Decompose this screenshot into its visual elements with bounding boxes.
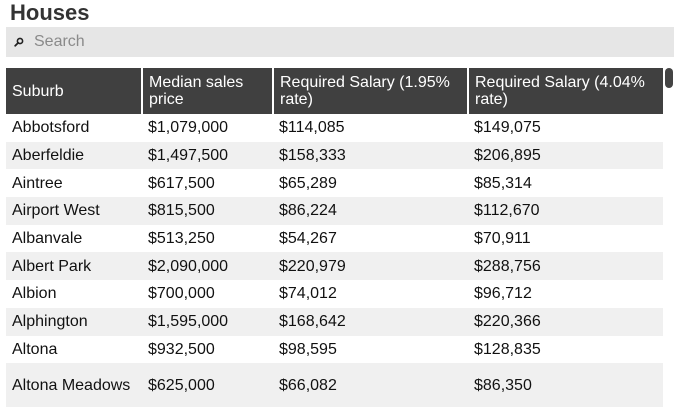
cell-median: $2,090,000 bbox=[142, 252, 273, 280]
cell-suburb: Airport West bbox=[6, 197, 142, 225]
cell-suburb: Aberfeldie bbox=[6, 142, 142, 170]
cell-median: $1,595,000 bbox=[142, 308, 273, 336]
cell-median: $815,500 bbox=[142, 197, 273, 225]
cell-median: $513,250 bbox=[148, 230, 215, 248]
cell-salary-404: $96,712 bbox=[474, 285, 532, 303]
cell-salary-195: $220,979 bbox=[273, 252, 468, 280]
cell-median: $700,000 bbox=[148, 285, 215, 303]
table-row bbox=[6, 363, 663, 407]
table-body bbox=[6, 114, 663, 407]
houses-table bbox=[6, 68, 663, 407]
cell-suburb: Albanvale bbox=[12, 230, 83, 248]
cell-median: $1,079,000 bbox=[148, 119, 229, 137]
cell-salary-195: $66,082 bbox=[273, 363, 468, 407]
table-row bbox=[6, 197, 663, 225]
cell-salary-195: $168,642 bbox=[273, 308, 468, 336]
cell-salary-195: $98,595 bbox=[279, 340, 337, 358]
search-bar[interactable] bbox=[6, 27, 674, 57]
column-header-salary-195[interactable]: Required Salary (1.95% rate) bbox=[273, 68, 468, 114]
cell-salary-195: $86,224 bbox=[273, 197, 468, 225]
cell-salary-404: $288,756 bbox=[468, 252, 663, 280]
cell-salary-404: $149,075 bbox=[474, 119, 541, 137]
cell-salary-404: $85,314 bbox=[474, 174, 532, 192]
column-header-suburb[interactable]: Suburb bbox=[6, 68, 142, 114]
cell-median: $617,500 bbox=[148, 174, 215, 192]
cell-suburb: Alphington bbox=[6, 308, 142, 336]
table-row bbox=[6, 252, 663, 280]
cell-salary-404: $128,835 bbox=[474, 340, 541, 358]
cell-salary-195: $74,012 bbox=[279, 285, 337, 303]
table-header-row bbox=[6, 68, 663, 114]
cell-salary-404: $86,350 bbox=[468, 363, 663, 407]
table-row bbox=[6, 169, 663, 197]
cell-suburb: Albert Park bbox=[6, 252, 142, 280]
cell-median: $625,000 bbox=[142, 363, 273, 407]
cell-suburb: Altona Meadows bbox=[6, 363, 142, 407]
search-icon bbox=[14, 35, 34, 49]
table-row bbox=[6, 142, 663, 170]
houses-table-container[interactable] bbox=[6, 68, 663, 407]
table-row bbox=[6, 114, 663, 142]
cell-salary-404: $220,366 bbox=[468, 308, 663, 336]
cell-salary-195: $158,333 bbox=[273, 142, 468, 170]
scrollbar-thumb[interactable] bbox=[665, 68, 673, 88]
column-header-median-price[interactable]: Median sales price bbox=[142, 68, 273, 114]
cell-salary-195: $65,289 bbox=[279, 174, 337, 192]
cell-suburb: Aintree bbox=[12, 174, 63, 192]
cell-salary-195: $54,267 bbox=[279, 230, 337, 248]
column-header-salary-404[interactable]: Required Salary (4.04% rate) bbox=[468, 68, 663, 114]
cell-suburb: Altona bbox=[12, 340, 58, 358]
page-title: Houses bbox=[10, 0, 90, 25]
cell-suburb: Albion bbox=[12, 285, 57, 303]
table-row bbox=[6, 225, 663, 253]
cell-salary-404: $70,911 bbox=[474, 230, 531, 248]
table-row bbox=[6, 308, 663, 336]
table-row bbox=[6, 280, 663, 308]
cell-median: $1,497,500 bbox=[142, 142, 273, 170]
cell-salary-404: $206,895 bbox=[468, 142, 663, 170]
cell-salary-195: $114,085 bbox=[279, 119, 345, 137]
cell-median: $932,500 bbox=[148, 340, 215, 358]
cell-salary-404: $112,670 bbox=[468, 197, 663, 225]
cell-suburb: Abbotsford bbox=[12, 119, 90, 137]
table-row bbox=[6, 336, 663, 364]
search-input[interactable] bbox=[34, 28, 634, 56]
